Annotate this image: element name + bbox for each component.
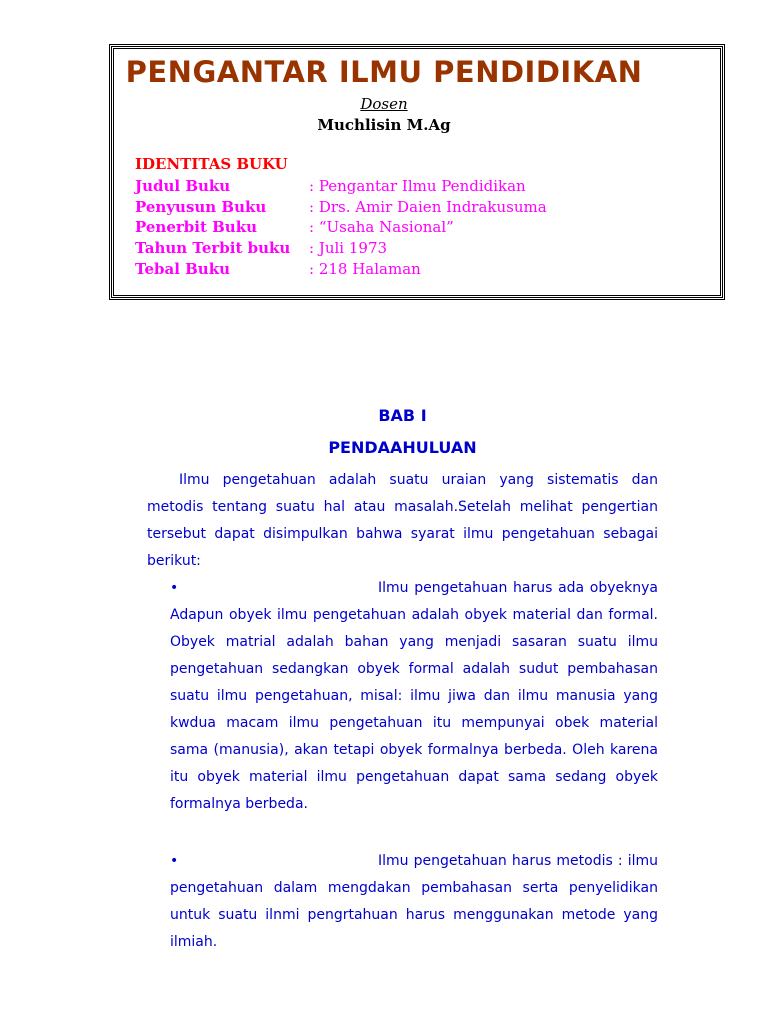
dosen-label-text: Dosen	[360, 95, 408, 113]
chapter-number: BAB I	[378, 406, 427, 425]
document-title: PENGANTAR ILMU PENDIDIKAN	[125, 55, 643, 89]
identity-label: Tahun Terbit buku	[135, 239, 291, 257]
identity-label: Penerbit Buku	[135, 218, 257, 236]
chapter-title: PENDAAHULUAN	[328, 438, 477, 457]
dosen-label	[0, 95, 768, 113]
intro-paragraph: Ilmu pengetahuan adalah suatu uraian yang sistematis dan metodis tentang suatu hal atau masalah.Setelah melihat pengertian tersebut dapat disimpulkan bahwa syarat ilmu pengetahuan sebagai berikut:	[147, 472, 658, 569]
bullet-lead: Ilmu pengetahuan harus metodis :	[378, 853, 623, 869]
identity-value: : 218 Halaman	[309, 260, 421, 278]
identity-value: : Juli 1973	[309, 239, 388, 257]
list-item	[170, 575, 658, 818]
identity-value: : Drs. Amir Daien Indrakusuma	[309, 198, 547, 216]
bullet-text: Adapun obyek ilmu pengetahuan adalah obyek material dan formal. Obyek matrial adalah bahan yang menjadi sasaran suatu ilmu pengetahuan sedangkan obyek formal adalah sudut pembahasan suatu ilmu pengetahuan, misal: ilmu jiwa dan ilmu manusia yang kwdua macam ilmu pengetahuan itu mempunyai obek material sama (manusia), akan tetapi obyek formalnya berbeda. Oleh karena itu obyek material ilmu pengetahuan dapat sama sedang obyek formalnya berbeda.	[170, 607, 658, 812]
bullet-lead: Ilmu pengetahuan harus ada obyeknya	[378, 580, 658, 596]
list-item	[170, 848, 658, 956]
bullet-text: ilmu pengetahuan dalam mengdakan pembahasan serta penyelidikan untuk suatu ilnmi pengrtahuan harus menggunakan metode yang ilmiah.	[170, 853, 659, 950]
identity-value: : Pengantar Ilmu Pendidikan	[309, 177, 526, 195]
identity-label: Penyusun Buku	[135, 198, 267, 216]
identity-value: : “Usaha Nasional”	[309, 218, 454, 236]
dosen-name: Muchlisin M.Ag	[317, 116, 451, 134]
identitas-heading: IDENTITAS BUKU	[135, 155, 288, 173]
identity-label: Tebal Buku	[135, 260, 230, 278]
bullet-marker: •	[170, 853, 179, 869]
bullet-marker: •	[170, 580, 179, 596]
identity-label: Judul Buku	[135, 177, 231, 195]
